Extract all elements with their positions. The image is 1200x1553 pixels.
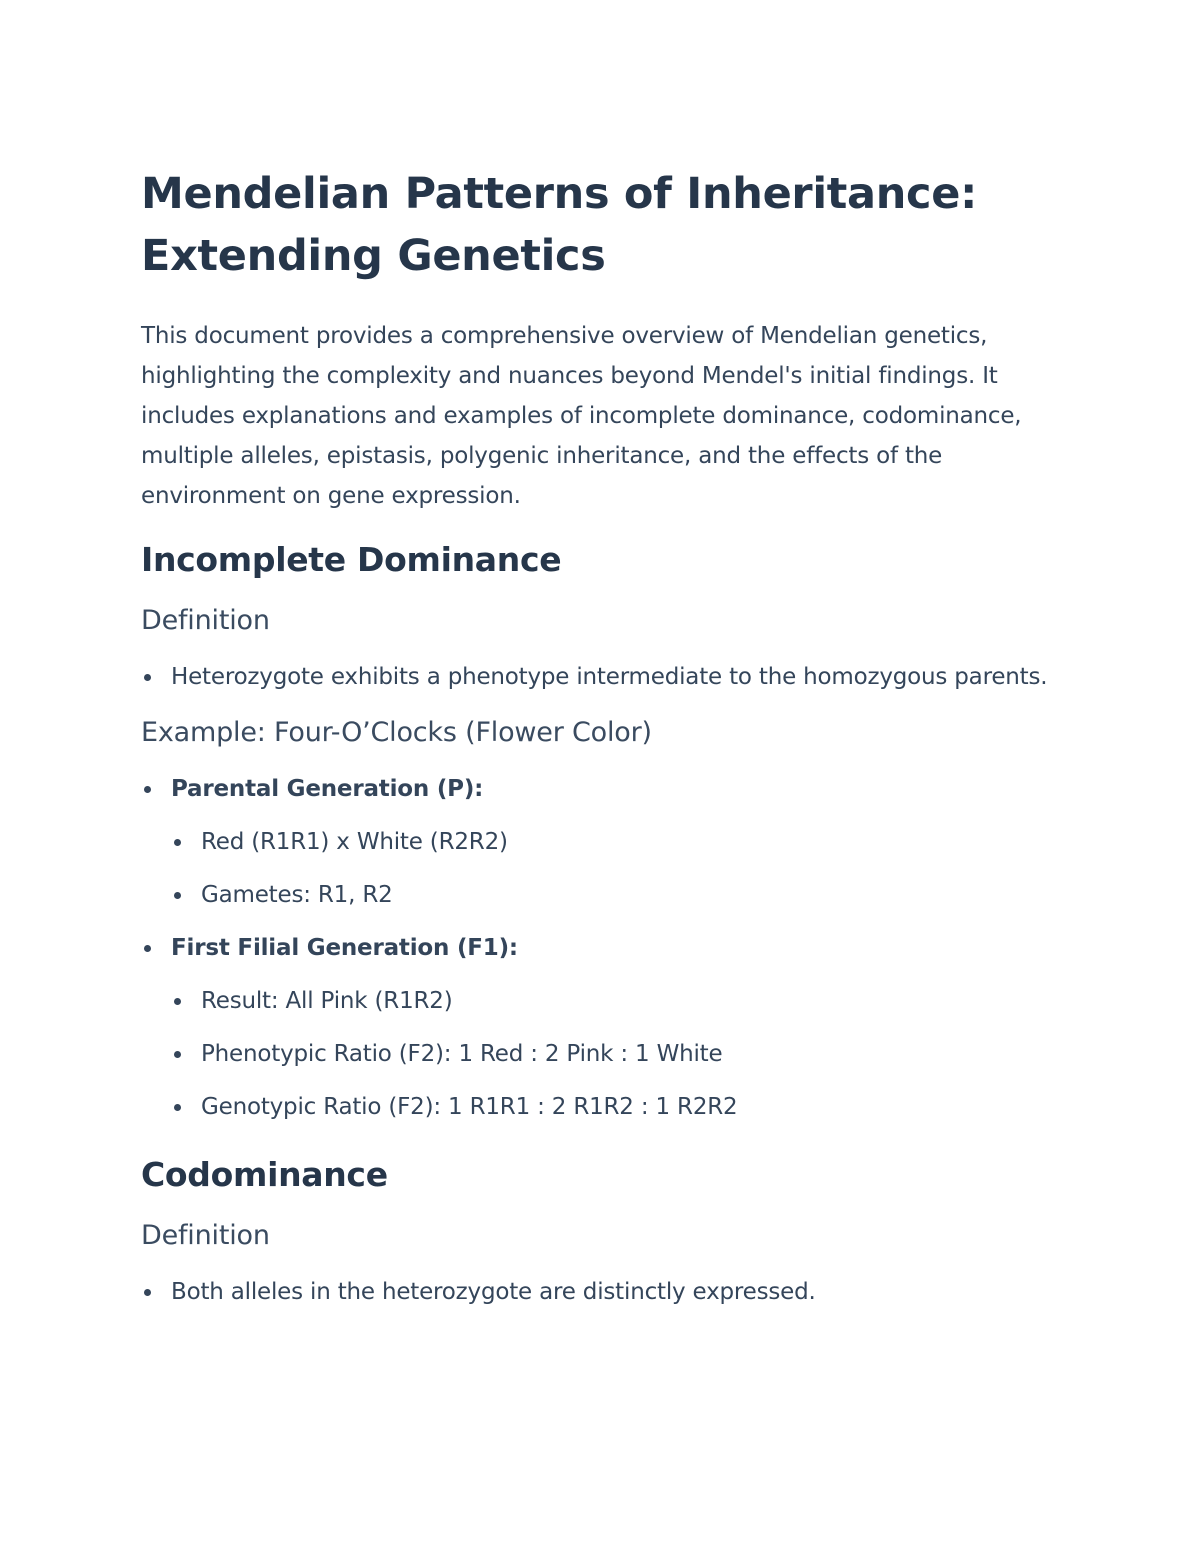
list-item xyxy=(141,1272,1080,1312)
bullet-icon xyxy=(174,1051,181,1058)
section-codominance xyxy=(141,1153,1080,1312)
example-list xyxy=(141,769,1080,1127)
definition-list xyxy=(141,1272,1080,1312)
bullet-icon xyxy=(144,945,151,952)
document-title: Mendelian Patterns of Inheritance: Extending Genetics xyxy=(141,169,978,281)
definition-text: Both alleles in the heterozygote are distinctly expressed. xyxy=(171,1279,816,1305)
f1-item-text: Result: All Pink (R1R2) xyxy=(201,988,453,1014)
subheading-definition: Definition xyxy=(141,1220,270,1251)
parental-item-text: Red (R1R1) x White (R2R2) xyxy=(201,829,508,855)
list-item-f1 xyxy=(141,928,1080,1127)
bullet-icon xyxy=(144,674,151,681)
f1-sublist xyxy=(171,981,1080,1127)
bullet-icon xyxy=(144,1289,151,1296)
definition-list xyxy=(141,657,1080,697)
bullet-icon xyxy=(174,1104,181,1111)
list-item xyxy=(141,657,1080,697)
subheading-example: Example: Four-O’Clocks (Flower Color) xyxy=(141,717,652,748)
parental-item-text: Gametes: R1, R2 xyxy=(201,882,393,908)
f1-item-text: Phenotypic Ratio (F2): 1 Red : 2 Pink : 1 White xyxy=(201,1041,723,1067)
bullet-icon xyxy=(174,998,181,1005)
subheading-definition: Definition xyxy=(141,605,270,636)
list-item-parental xyxy=(141,769,1080,915)
bullet-icon xyxy=(174,892,181,899)
bullet-icon xyxy=(144,786,151,793)
section-heading-incomplete-dominance: Incomplete Dominance xyxy=(141,540,562,579)
parental-label: Parental Generation (P): xyxy=(171,776,484,802)
parental-sublist xyxy=(171,822,1080,915)
section-incomplete-dominance xyxy=(141,538,1080,1127)
definition-text: Heterozygote exhibits a phenotype intermediate to the homozygous parents. xyxy=(171,664,1048,690)
list-item xyxy=(171,1034,1080,1074)
list-item xyxy=(171,1087,1080,1127)
bullet-icon xyxy=(174,839,181,846)
f1-label: First Filial Generation (F1): xyxy=(171,935,518,961)
list-item xyxy=(171,981,1080,1021)
intro-paragraph: This document provides a comprehensive overview of Mendelian genetics, highlighting the complexity and nuances beyond Mendel's initial findings. It includes explanations and examples of incomplete dominance, codominance, multiple alleles, epistasis, polygenic inheritance, and the effects of the environment on gene expression. xyxy=(141,323,1022,509)
list-item xyxy=(171,875,1080,915)
list-item xyxy=(171,822,1080,862)
f1-item-text: Genotypic Ratio (F2): 1 R1R1 : 2 R1R2 : 1 R2R2 xyxy=(201,1094,738,1120)
section-heading-codominance: Codominance xyxy=(141,1155,388,1194)
